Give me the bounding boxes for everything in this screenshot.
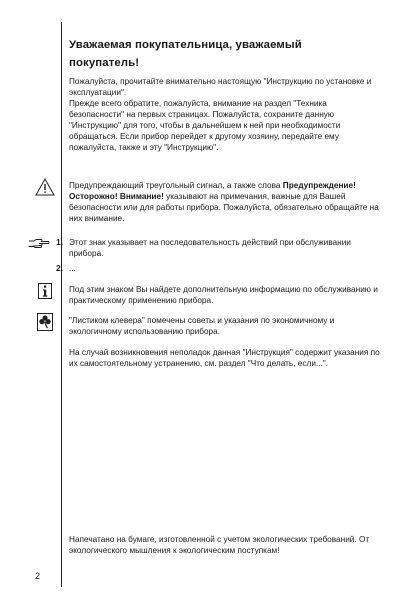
step-2 — [69, 263, 381, 274]
intro-paragraph-1: Пожалуйста, прочитайте внимательно настоящую "Инструкцию по установке и эксплуатации". — [69, 77, 372, 97]
clover-icon-wrap — [34, 313, 56, 331]
step-1 — [69, 237, 381, 259]
eco-note-section — [69, 534, 381, 556]
troubleshooting-text: На случай возникновения неполадок данная "Инструкция" содержит указания по их самостоятельному устранению, см. раздел "Что делать, если...". — [69, 348, 380, 368]
info-text: Под этим знаком Вы найдете дополнительную информацию по обслуживанию и практическому применению прибора. — [69, 285, 378, 305]
step-1-number: 1. — [56, 237, 64, 247]
warning-section — [69, 180, 381, 224]
eco-note-text: Напечатано на бумаге, изготовленной с учетом экологических требований. От экологического мышления к экологическим поступкам! — [69, 535, 370, 555]
page-heading — [69, 36, 381, 72]
info-icon-wrap — [34, 283, 56, 299]
hand-icon-wrap — [28, 236, 50, 254]
warning-triangle-icon — [35, 178, 55, 196]
clover-text: "Листиком клевера" помечены советы и указания по экономичному и экологичному использованию прибора. — [69, 316, 335, 336]
heading-line-2: покупатель! — [69, 57, 140, 69]
step-1-text: Этот знак указывает на последовательность действий при обслуживании прибора. — [69, 238, 351, 258]
info-section — [69, 284, 381, 306]
troubleshooting-section — [69, 347, 381, 369]
warning-icon-wrap — [34, 178, 56, 196]
intro-paragraph-2: Прежде всего обратите, пожалуйста, внимание на раздел "Техника безопасности" на первых страницах. Пожалуйста, сохраните данную "Инструкцию" для того, чтобы в дальнейшем к ней при необходимости обращаться. Если прибор перейдет к другому хозяину, передайте ему пожалуйста, также и эту "Инструкцию". — [69, 99, 341, 152]
warning-text-a: Предупреждающий треугольный сигнал, а также слова — [69, 181, 283, 190]
step-2-number: 2. — [56, 263, 64, 273]
intro-section — [69, 36, 381, 153]
margin-rule — [61, 22, 62, 587]
heading-line-1: Уважаемая покупательница, уважаемый — [69, 39, 302, 51]
clover-section — [69, 315, 381, 337]
warning-keywords: Предупреждение! Осторожно! Внимание! — [69, 181, 356, 201]
warning-text-b: указывают на примечания, важные для Вашей безопасности или для работы прибора. Пожалуйста, обязательно обращайте на них внимание. — [69, 192, 379, 223]
page-number: 2 — [35, 571, 41, 581]
pointing-hand-icon — [28, 238, 50, 249]
warning-text — [69, 180, 381, 224]
step-2-text: ... — [69, 264, 76, 273]
info-i-icon — [38, 283, 52, 299]
clover-leaf-icon — [37, 313, 53, 331]
